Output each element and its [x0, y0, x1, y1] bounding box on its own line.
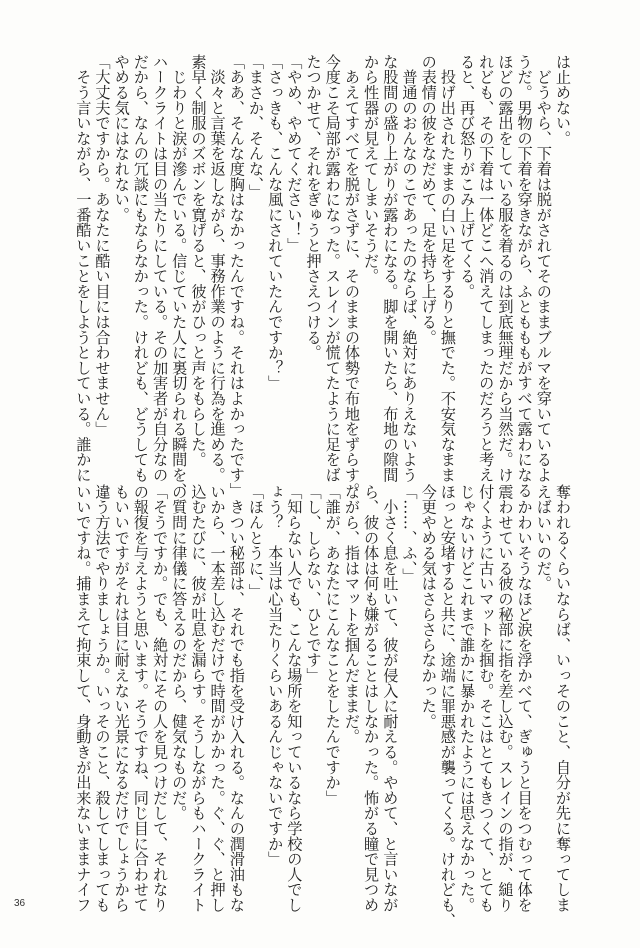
text-column: れども、その下着は一体どこへ消えてしまったのだろうと考え: [477, 54, 496, 483]
text-block-bottom: [72, 484, 572, 928]
text-column: ほっと安堵すると共に、途端に罪悪感が襲ってくる。けれども、: [438, 484, 457, 928]
text-column: そう言いながら、一番酷いことをしようとしている。誰かに: [74, 54, 93, 483]
text-column: 「まさか、そんな、」: [247, 54, 265, 200]
text-column: 普通のおんなのこであったのならば、絶対にありえないよう: [400, 54, 419, 483]
text-column: あえてすべてを脱がさずに、そのままの体勢で布地をずらす。: [342, 54, 361, 498]
text-column: の報復を与えようと思います。そうですね、同じ目に合わせて: [131, 484, 150, 913]
text-column: 「……、ふ、」: [400, 484, 419, 584]
text-column: もいいですがそれは目に耐えない光景になるだけでしょうから: [112, 484, 131, 913]
text-column: いいですね。捕まえて拘束して、身動きが出来ないままナイフ: [74, 484, 93, 913]
text-column: 「知らない人でも、こんな場所を知っているなら学校の人でし: [285, 484, 304, 913]
text-column: だから、なんの冗談にもならなかった。けれども、どうしても: [131, 54, 150, 483]
text-block-top: [72, 54, 572, 498]
text-column: どうやら、下着は脱がされてそのままブルマを穿いているよ: [534, 54, 553, 483]
text-column: ょう？ 本当は心当たりくらいあるんじゃないですか」: [266, 484, 285, 867]
text-column: な股間の盛り上がりが露わになる。脚を開いたら、布地の隙間: [381, 54, 400, 483]
text-column: きつい秘部は、それでも指を受け入れる。なんの潤滑油もな: [227, 484, 246, 913]
text-column: 「そうですか。でも、絶対にその人を見つけだして、それなり: [151, 484, 170, 913]
text-column: 「やめ、やめてください！」: [285, 54, 304, 253]
text-column: 「し、しらない、ひとです」: [304, 484, 323, 683]
text-column: 震わせている彼の秘部に指を差し込む。スレインの指が、縋り: [496, 484, 515, 913]
text-column: 素早く制服のズボンを寛げると、彼がひっと声をもらした。: [189, 54, 208, 468]
text-column: 「さっきも、こんな風にされていたんですか？」: [266, 54, 285, 391]
text-column: 今度こそ局部が露わになった。スレインが慌てたように足をば: [323, 54, 342, 483]
text-column: 違う方法でやりましょうか。いっそのこと、殺してしまっても: [93, 484, 112, 913]
text-column: ほどの露出をしている服を着るのは到底無理だから当然だ。け: [496, 54, 515, 483]
text-column: たつかせて、それをぎゅうと押さえつける。: [304, 54, 323, 360]
text-column: 「誰が、あなたにこんなことをしたんですか」: [323, 484, 342, 806]
text-column: 小さく息を吐いて、彼が侵入に耐える。やめて、と言いなが: [381, 484, 400, 913]
text-column: の表情の彼をなだめて、足を持ち上げる。: [419, 54, 438, 345]
text-column: うだ。男物の下着を穿きながら、ふともももがすべて露わになる: [515, 54, 534, 498]
text-column: から性器が見えてしまいそうだ。: [362, 54, 381, 284]
text-column: やめる気にはなれない。: [112, 54, 131, 223]
text-column: ながら、指はマットを掴んだままだ。: [342, 484, 361, 745]
text-column: 今更やめる気はさらさらなかった。: [419, 484, 438, 729]
text-column: えばいいのだ。: [534, 484, 553, 592]
text-column: かわいそうなほど涙を浮かべて、ぎゅうと目をつむって体を: [515, 484, 534, 913]
text-column: ハークライトは目の当たりにしている。その加害者が自分なの: [151, 54, 170, 483]
text-column: 「ほんとうに、」: [247, 484, 265, 599]
text-column: 投げ出されたままの白い足をするりと撫でた。不安気なまま: [438, 54, 457, 483]
text-column: 「ああ、そんな度胸はなかったんですね。それはよかったです」: [227, 54, 246, 498]
text-column: ら、彼の体は何も嫌がることはしなかった。怖がる瞳で見つめ: [362, 484, 381, 913]
text-column: 淡々と言葉を返しながら、事務作業のように行為を進める。: [208, 54, 227, 483]
text-column: 「大丈夫ですから。あなたに酷い目には合わせません」: [93, 54, 112, 437]
text-column: じゃないけどこれまで誰かに暴かれたようには思えなかった。: [458, 484, 477, 913]
text-column: の質問に律儀に答えるのだから、健気なものだ。: [170, 484, 189, 821]
text-column: 付くように古いマットを掴む。そこはとてもきつくて、とても: [477, 484, 496, 913]
text-column: 奪われるくらいならば、いっそのこと、自分が先に奪ってしま: [554, 484, 572, 913]
text-column: いから、一本差し込むだけで時間がかかった。ぐ、ぐ、と押し: [208, 484, 227, 913]
text-column: ると、再び怒りがこみ上げてくる。: [458, 54, 477, 299]
page-number: 36: [14, 898, 26, 909]
text-column: じわりと涙が滲んでいる。信じていた人に裏切られる瞬間を、: [170, 54, 189, 498]
text-column: は止めない。: [554, 54, 572, 146]
text-column: 込むたびに、彼が吐息を漏らす。そうしながらもハークライト: [189, 484, 208, 913]
